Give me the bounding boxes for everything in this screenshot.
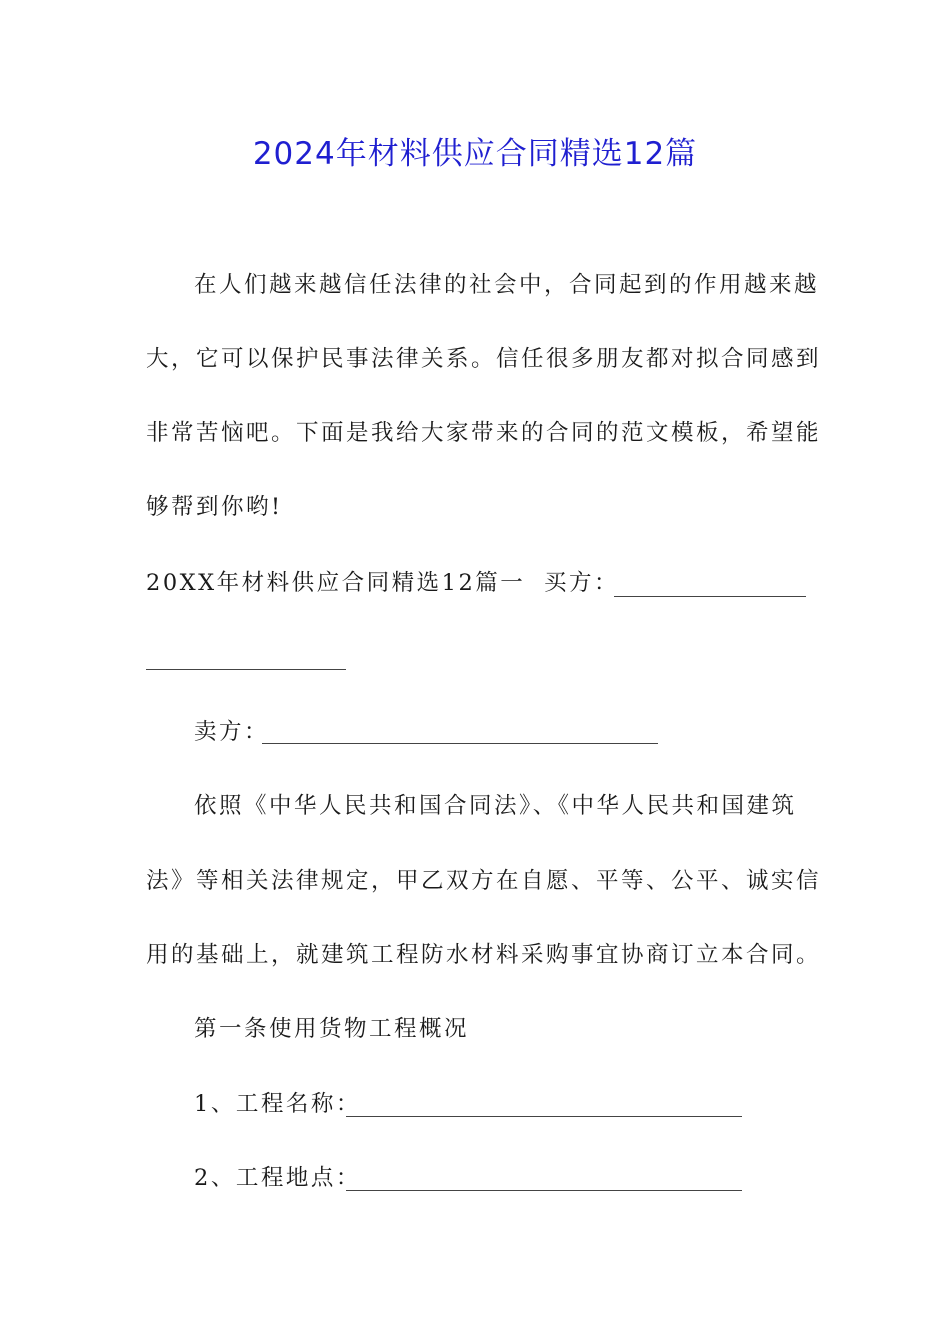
item-project-location: 2、工程地点： [194, 1165, 361, 1191]
item-project-name: 1、工程名称： [194, 1091, 361, 1117]
section-heading: 20XX年材料供应合同精选12篇一 [146, 570, 526, 596]
buyer-label: 买方： [544, 570, 620, 596]
buyer-blank-line-2 [146, 668, 346, 670]
basis-line-2: 法》等相关法律规定，甲乙双方在自愿、平等、公平、诚实信 [146, 868, 822, 894]
seller-label: 卖方： [194, 719, 270, 745]
buyer-blank-line-1 [614, 595, 806, 597]
intro-line-4: 够帮到你哟! [146, 494, 283, 520]
project-location-blank-line [346, 1189, 742, 1191]
project-name-blank-line [346, 1115, 742, 1117]
basis-line-1: 依照《中华人民共和国合同法》、《中华人民共和国建筑 [194, 793, 797, 819]
intro-line-3: 非常苦恼吧。下面是我给大家带来的合同的范文模板，希望能 [146, 420, 822, 446]
article-1-heading: 第一条使用货物工程概况 [194, 1016, 470, 1042]
intro-line-1: 在人们越来越信任法律的社会中，合同起到的作用越来越 [194, 272, 820, 298]
seller-blank-line [262, 742, 658, 744]
intro-line-2: 大，它可以保护民事法律关系。信任很多朋友都对拟合同感到 [146, 346, 822, 372]
document-title: 2024年材料供应合同精选12篇 [252, 136, 698, 172]
basis-line-3: 用的基础上，就建筑工程防水材料采购事宜协商订立本合同。 [146, 942, 822, 968]
